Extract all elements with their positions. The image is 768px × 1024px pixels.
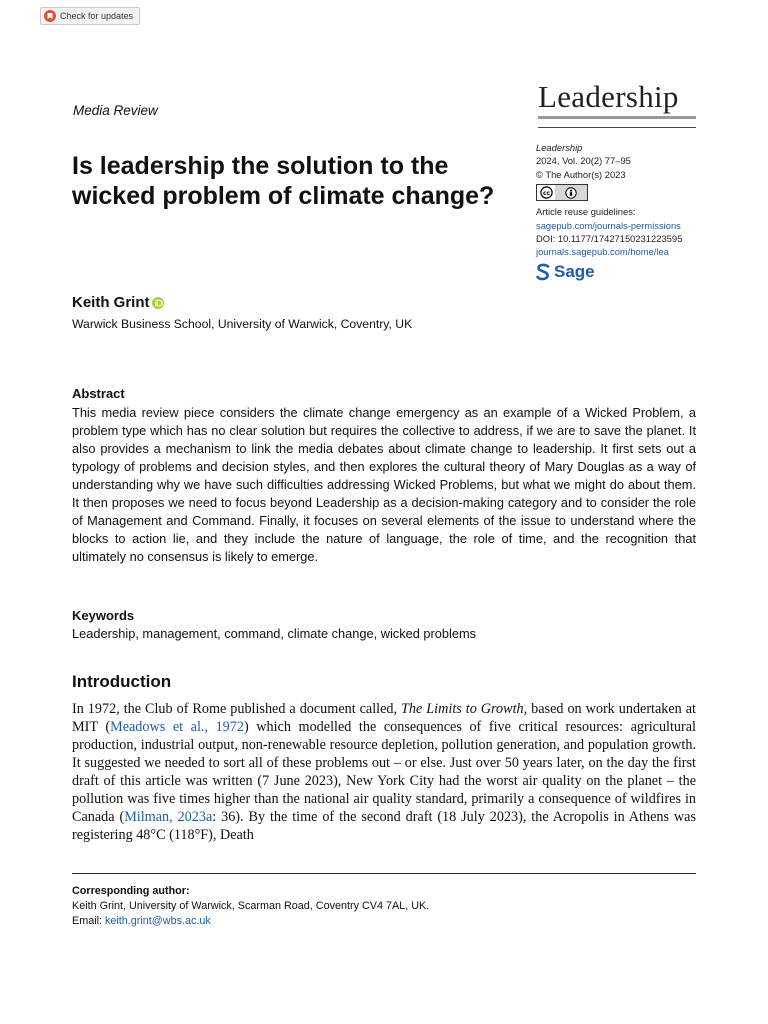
footer-divider — [72, 873, 696, 874]
svg-text:cc: cc — [542, 190, 550, 198]
journal-logo: Leadership — [538, 79, 679, 114]
corresponding-author-address: Keith Grint, University of Warwick, Scarman Road, Coventry CV4 7AL, UK. — [72, 900, 430, 912]
section-label: Media Review — [73, 103, 158, 118]
intro-text-3: ) which modelled the consequences of five critical resources: agricultural production, industrial output, non-renewable resource depletion, pollution generation, and population growth. It suggested we needed to sort all of these problems out – or else. Just over 50 years later, on the day the first draft of this article was written (7 June 2023), New York City had the worst air quality on the planet – the pollution was five times higher than the national air quality standard, primarily a consequence of wildfires in Canada ( — [72, 719, 696, 825]
corresponding-author-note — [72, 884, 696, 929]
meta-reuse-label: Article reuse guidelines: — [536, 206, 636, 218]
abstract-heading: Abstract — [72, 386, 125, 401]
email-label: Email: — [72, 915, 105, 927]
intro-text-1: In 1972, the Club of Rome published a document called, — [72, 701, 402, 717]
author-line — [72, 294, 164, 311]
citation-link[interactable]: Meadows et al., 1972 — [110, 719, 244, 735]
intro-text-2: based on work undertaken at MIT ( — [72, 701, 696, 735]
citation-link[interactable]: Milman, 2023a — [124, 809, 213, 825]
bookmark-check-icon — [44, 10, 56, 22]
book-title: The Limits to Growth, — [401, 701, 528, 717]
publisher-name: Sage — [554, 262, 595, 282]
corresponding-author-email-line — [72, 914, 696, 929]
article-metadata — [536, 141, 711, 281]
abstract-text: This media review piece considers the climate change emergency as an example of a Wicked Problem, a problem type which has no clear solution but requires the collective to address, if we are to save the planet. It also provides a mechanism to link the media debates about climate change to leadership. It first sets out a typology of problems and decision styles, and then explores the cultural theory of Mary Douglas as a way of understanding why we have such difficulties addressing Wicked Problems, but what we might do about them. It then proposes we need to focus beyond Leadership as a decision-making category and to consider the role of Management and Command. Finally, it focuses on several elements of the issue to understand where the blocks to action lie, and they include the nature of language, the role of time, and the recognition that ultimately no consensus is likely to emerge. — [72, 405, 696, 564]
corresponding-author-heading: Corresponding author: — [72, 885, 190, 897]
check-for-updates-button[interactable] — [40, 7, 140, 25]
meta-volume: 2024, Vol. 20(2) 77–95 — [536, 155, 631, 167]
check-for-updates-label: Check for updates — [60, 11, 134, 21]
attribution-icon — [565, 187, 577, 199]
creative-commons-badge — [536, 184, 588, 201]
journal-logo-rule — [538, 116, 696, 119]
orcid-icon[interactable] — [152, 297, 164, 309]
journal-link[interactable]: journals.sagepub.com/home/lea — [536, 246, 669, 258]
keywords-heading: Keywords — [72, 608, 135, 623]
publisher-logo — [536, 263, 711, 281]
intro-text-4: : 36). By the time of the second draft (18 July 2023), the Acropolis in Athens was registering 48°C (118°F), Death — [72, 809, 696, 843]
sage-logo-icon — [536, 263, 550, 281]
meta-doi: DOI: 10.1177/17427150231223595 — [536, 233, 683, 245]
keywords-text: Leadership, management, command, climate change, wicked problems — [72, 626, 477, 641]
reuse-link[interactable]: sagepub.com/journals-permissions — [536, 219, 681, 231]
introduction-heading: Introduction — [72, 672, 172, 691]
email-link[interactable]: keith.grint@wbs.ac.uk — [105, 915, 211, 927]
introduction-paragraph — [72, 700, 696, 844]
article-title: Is leadership the solution to the wicked problem of climate change? — [72, 152, 495, 210]
meta-copyright: © The Author(s) 2023 — [536, 168, 626, 180]
meta-journal: Leadership — [536, 142, 583, 153]
cc-icon — [540, 186, 553, 199]
author-name: Keith Grint — [72, 294, 150, 311]
journal-header-rule — [538, 127, 696, 128]
author-affiliation: Warwick Business School, University of Warwick, Coventry, UK — [72, 317, 413, 331]
